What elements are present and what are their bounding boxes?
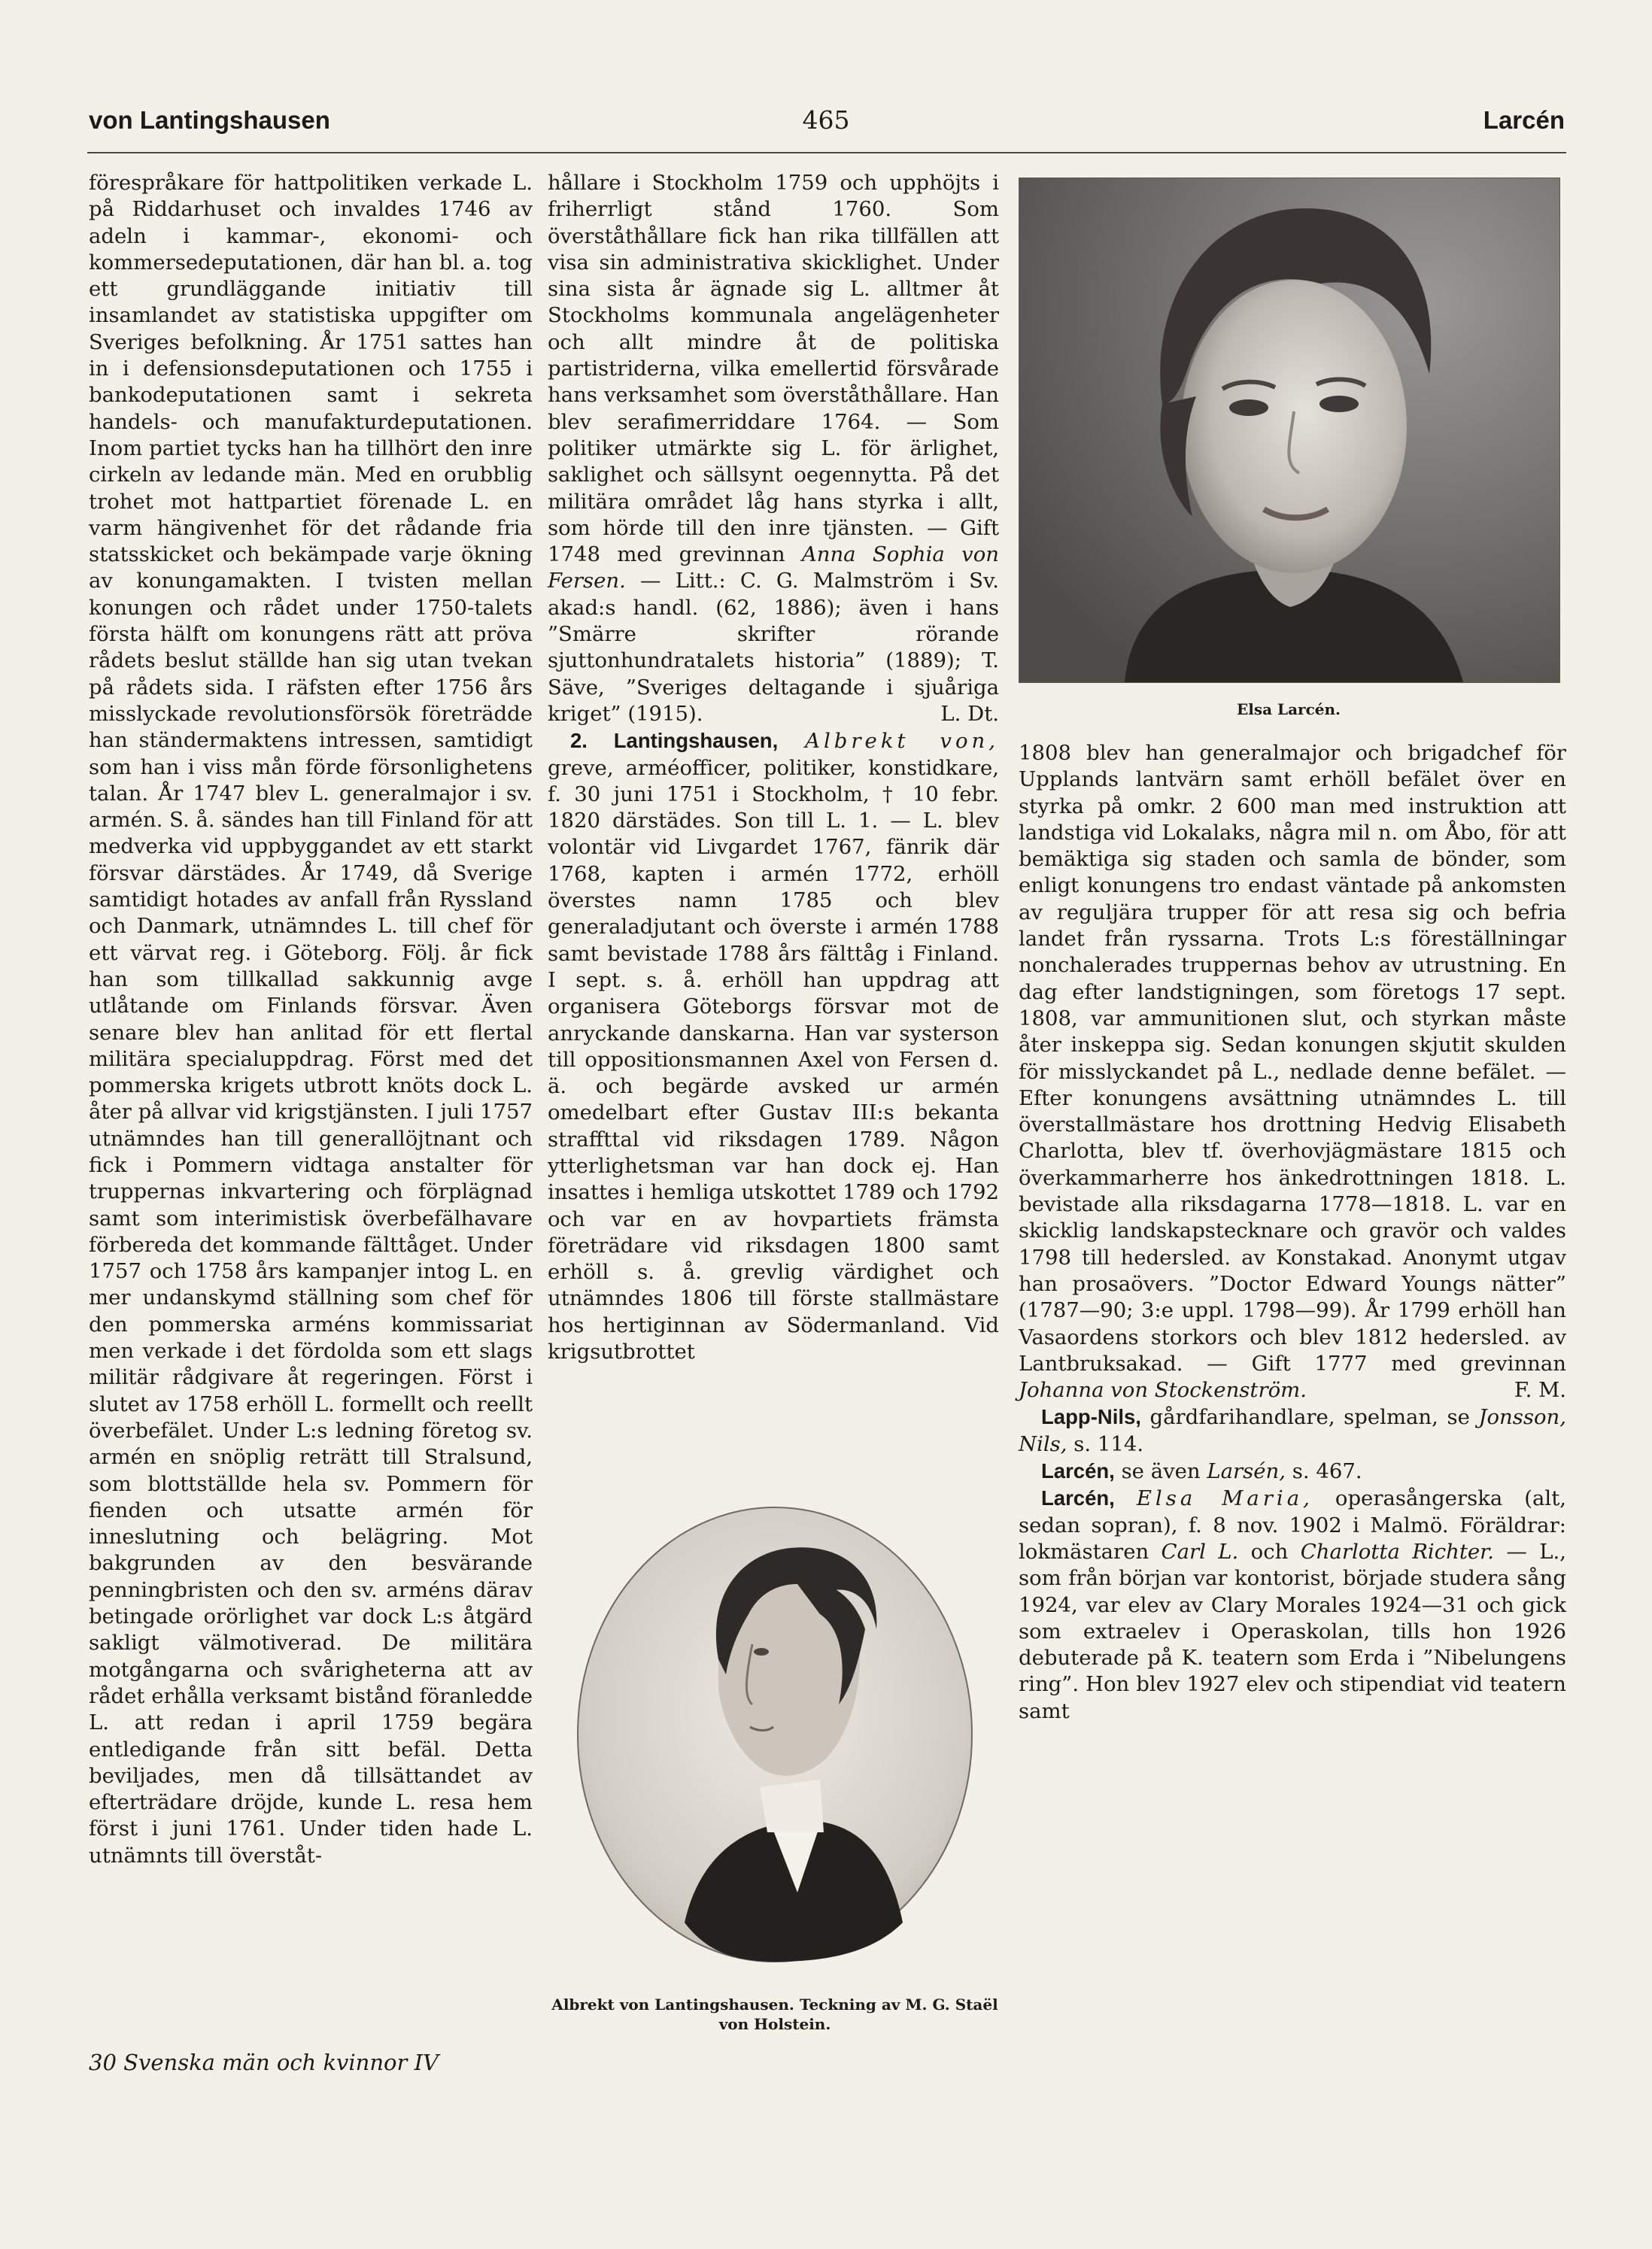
entry-heading: Larcén, — [1041, 1486, 1115, 1510]
col2-paragraph-1 — [548, 170, 999, 727]
col3-paragraph-1 — [1019, 740, 1566, 1404]
column-3 — [1019, 740, 1566, 1725]
portrait-caption: Albrekt von Lantingshausen. Teckning av M. G. Staël von Holstein. — [551, 1996, 998, 2033]
cross-reference: Jonsson, Nils, — [1019, 1405, 1566, 1456]
father-name: Carl L. — [1161, 1539, 1239, 1564]
entry-heading: Larcén, — [1041, 1459, 1115, 1483]
entry-lapp-nils — [1019, 1404, 1566, 1458]
entry-body: greve, arméofficer, politiker, konstidkare, f. 30 juni 1751 i Stockholm, † 10 febr. 1820 därstädes. Son till L. 1. — L. blev volontär vid Livgardet 1767, fänrik där 1768, kapten i armén 1772, erhöll överstes namn 1785 och blev generaladjutant och överste i armén 1788 samt bevistade 1788 års fälttåg i Finland. I sept. s. å. erhöll han uppdrag att organisera Göteborgs försvar mot de anryckande danskarna. Han var systerson till oppositionsmannen Axel von Fersen d. ä. och begärde avsked ur armén omedelbart efter Gustav III:s bekanta straffttal vid riksdagen 1789. Någon ytterlighetsman var han dock ej. Han insattes i hemliga utskottet 1789 och 1792 och var en av hovpartiets främsta företrädare vid riksdagen 1800 samt erhöll s. å. grevlig värdighet och utnämndes 1806 till förste stallmästare hos hertiginnan av Södermanland. Vid krigsutbrottet — [548, 755, 999, 1364]
author-signature: L. Dt. — [940, 701, 999, 726]
entry-body: operasångerska (alt, sedan sopran), f. 8 nov. 1902 i Malmö. Föräldrar: lokmästaren — [1019, 1486, 1566, 1564]
col2-lit: — Litt.: C. G. Malmström i Sv. akad:s handl. (62, 1886); även i hans ”Smärre skrifter rörande sjuttonhundratalets historia” (1889); T. Säve, ”Sveriges deltagande i sjuåriga kriget” (1915). — [548, 569, 999, 726]
col3-text: 1808 blev han generalmajor och brigadchef för Upplands lantvärn samt erhöll befälet över en styrka på omkr. 2 600 man med instruktion att landstiga vid Lokalaks, några mil n. om Åbo, för att bemäktiga sig staden och samla de bönder, som enligt konungens tro endast väntade på ankomsten av reguljära trupper för att resa sig och befria landet från ryssarna. Trots L:s föreställningar nonchalerades truppernas behov av utrustning. En dag efter landstigningen, som företogs 17 sept. 1808, var ammunitionen slut, och styrkan måste åter inskeppa sig. Sedan konungen skjutit skulden för misslyckandet på L., nedlade denne befälet. — Efter konungens avsättning utnämndes L. till överstallmästare hos drottning Hedvig Elisabeth Charlotta, blev tf. överhovjägmästare 1815 och överkammarherre hos änkedrottningen 1818. L. bevistade alla riksdagarna 1778—1818. L. var en skicklig landskapstecknare och gravör och valdes 1798 till hedersled. av Konstakad. Anonymt utgav han prosaövers. ”Doctor Edward Youngs nätter” (1787—90; 3:e uppl. 1798—99). År 1799 erhöll han Vasaordens storkors och blev 1812 hedersled. av Lantbruksakad. — Gift 1777 med grevinnan — [1019, 741, 1566, 1376]
header-rule — [87, 152, 1566, 153]
entry-body: se även — [1114, 1459, 1207, 1484]
entry-heading: 2. Lantingshausen, — [570, 729, 779, 753]
entry-elsa-larcen — [1019, 1485, 1566, 1725]
photo-caption: Elsa Larcén. — [1237, 700, 1341, 718]
page-number: 465 — [802, 105, 850, 135]
running-head-left: von Lantingshausen — [89, 106, 330, 134]
entry-firstname: Albrekt von, — [805, 729, 999, 754]
entry-heading: Lapp-Nils, — [1041, 1405, 1141, 1429]
spouse-name: Anna Sophia von Fersen. — [548, 542, 999, 593]
column-1 — [89, 170, 533, 1869]
entry-body-2: — L., som från början var kontorist, började studera sång 1924, var elev av Clary Morales 1924—31 och gick som extraelev i Operaskolan, tills hon 1926 debuterade på K. teatern som Erda i ”Nibelungens ring”. Hon blev 1927 elev och stipendiat vid teatern samt — [1019, 1539, 1566, 1723]
author-signature-2: F. M. — [1514, 1378, 1566, 1403]
column-2 — [548, 170, 999, 1365]
signature-line: 30 Svenska män och kvinnor IV — [89, 2050, 439, 2075]
col1-paragraph: förespråkare för hattpolitiken verkade L. på Riddarhuset och invaldes 1746 av adeln i kammar-, ekonomi- och kommersedeputationen, där han bl. a. tog ett grundläggande initiativ till insamlandet av statistiska uppgifter om Sveriges befolkning. År 1751 sattes han in i defensionsdeputationen och 1755 i bankodeputationen samt i sekreta handels- och manufakturdeputationen. Inom partiet tycks han ha tillhört den inre cirkeln av ledande män. Med en orubblig trohet mot hattpartiet förenade L. en varm hängivenhet för det rådande fria statsskicket och bekämpade varje ökning av konungamakten. I tvisten mellan konungen och rådet under 1750-talets första hälft om konungens rätt att pröva rådets beslut ställde han sig utan tvekan på rådets sida. I räfsten efter 1756 års misslyckade revolutionsförsök företrädde han ständermaktens intressen, samtidigt som han i viss mån förde försonlighetens talan. År 1747 blev L. generalmajor i sv. armén. S. å. sändes han till Finland för att medverka vid uppbyggandet av ett starkt försvar därstädes. År 1749, då Sverige samtidigt hotades av anfall från Ryssland och Danmark, utnämndes L. till chef för ett värvat reg. i Göteborg. Följ. år fick han som tillkallad sakkunnig avge utlåtande om Finlands försvar. Även senare blev han anlitad för ett flertal militära specialuppdrag. Först med det pommerska krigets utbrott knöts dock L. åter på allvar vid krigstjänsten. I juli 1757 utnämndes han till generallöjtnant och fick i Pommern vidtaga anstalter för truppernas inkvartering och förplägnad samt som interimistisk överbefälhavare förbereda det kommande fälttåget. Under 1757 och 1758 års kampanjer intog L. en mer undanskymd ställning som chef för den pommerska arméns kommissariat men verkade i det fördolda som ett slags militär rådgivare åt regeringen. Först i slutet av 1758 erhöll L. formellt och reellt överbefälet. Under L:s ledning företog sv. armén en snöplig reträtt till Stralsund, som blottställde hela sv. Pommern för fienden och utsatte armén för inneslutning och belägring. Mot bakgrunden av den besvärande penningbristen och den sv. arméns därav betingade orörlighet var dock L:s åtgärd sakligt välmotiverad. De militära motgångarna och svårigheterna att av rådet erhålla verksamt bistånd föranledde L. att redan i april 1759 begära entledigande från sitt befäl. Detta beviljades, men då tillsättandet av efterträdare dröjde, kunde L. resa hem först i juni 1761. Under tiden hade L. utnämnts till överståt- — [89, 171, 533, 1868]
albrekt-portrait-drawing — [572, 1501, 978, 1968]
spouse-name-2: Johanna von Stockenström. — [1019, 1378, 1307, 1403]
portrait-photo-graphic — [1019, 178, 1559, 682]
elsa-larcen-photo — [1019, 178, 1560, 683]
col2-text: hållare i Stockholm 1759 och upphöjts i friherrligt stånd 1760. Som överståthållare fick han rika tillfällen att visa sin administrativa skicklighet. Under sina sista år ägnade sig L. alltmer åt Stockholms kommunala angelägenheter och allt mindre åt de politiska partistriderna, vilka emellertid försvårade hans verksamhet som överståthållare. Han blev serafimerriddare 1764. — Som politiker utmärkte sig L. för ärlighet, saklighet och sällsynt oegennytta. På det militära området låg hans styrka i allt, som hörde till den inre tjänsten. — Gift 1748 med grevinnan — [548, 171, 999, 567]
cross-reference: Larsén, — [1207, 1459, 1286, 1484]
entry-larcen-ref — [1019, 1458, 1566, 1485]
running-head-right: Larcén — [1483, 106, 1565, 134]
cross-ref-page: s. 114. — [1067, 1431, 1144, 1456]
entry-body: gårdfarihandlare, spelman, se — [1140, 1405, 1479, 1430]
entry-albrekt — [548, 727, 999, 1365]
entry-firstname: Elsa Maria, — [1136, 1486, 1313, 1511]
mother-name: Charlotta Richter. — [1300, 1539, 1495, 1564]
portrait-drawing-graphic — [572, 1501, 978, 1968]
cross-ref-page: s. 467. — [1286, 1459, 1362, 1484]
conjunction: och — [1238, 1539, 1301, 1564]
